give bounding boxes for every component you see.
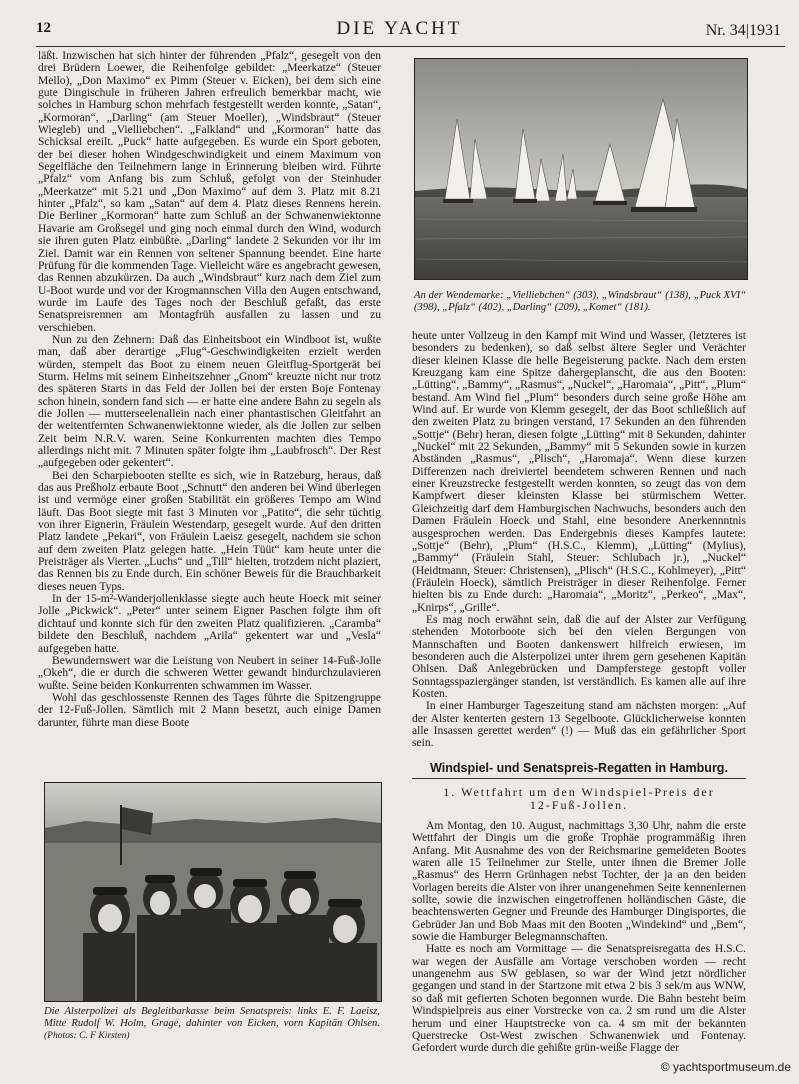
caption-text: Die Alsterpolizei als Begleitbarkasse beim Senatspreis: links E. F. Laeisz, Mitte Rudolf W. Holm, Grage, dahinter von Eicken, vorn Kapitän Ohlsen. [44, 1006, 380, 1029]
watermark: © yachtsportmuseum.de [660, 1060, 791, 1074]
page-number: 12 [36, 20, 51, 36]
subheading-line: 12-Fuß-Jollen. [529, 798, 629, 812]
sailboats-photo [414, 58, 748, 280]
paragraph: läßt. Inzwischen hat sich hinter der führenden „Pfalz“, gesegelt von den drei Brüdern Loewer, die Reihenfolge gebildet: „Meerkatze“ (Steuer Mello), „Don Maximo“ ex Pimm (Steuer v. Eicken), bei dem sich eine gute Dingischule in früheren Jahren erfreulich bemerkbar macht, wie solches in Hamburg schon mehrfach festgestellt werden konnte, „Satan“, „Kormoran“, „Darling“ (am Steuer Moeller), „Windsbraut“ (Steuer Wiegleb) und „Vielliebchen“. „Falkland“ und „Kormoran“ hatte das Schicksal ereilt. „Puck“ hatte aufgegeben. Es wurde ein Sport geboten, der bei dieser hohen Windgeschwindigkeit und einem Maximum von Segelfläche den Teilnehmern lange in Erinnerung bleiben wird. Führte „Pfalz“ vom Anfang bis zum Schluß, gefolgt von der Steinhuder „Meerkatze“ mit 5.21 und „Don Maximo“ auf dem 3. Platz mit 8.21 hinter „Pfalz“, so kam „Satan“ auf dem 4. Platz dieses Rennens herein. Die Berliner „Kormoran“ hatte zum Schluß an der Schwanenwiektonne Havarie am Großsegel und ging noch einmal durch den Wind, wodurch sie ihren guten Platz einbüßte. „Darling“ landete 2 Sekunden vor ihr im Ziel. Damit war ein Rennen von seltener Spannung beendet. Eine harte Prüfung für die kommenden Tage. Vielleicht wäre es angebracht gewesen, das Rennen abzukürzen. Da auch „Windsbraut“ kurz nach dem Ziel zum U-Boot wurde und vor der Krogmannschen Villa den Augen entschwand, wurde im Laufe des Tages noch der Beschluß gefaßt, das erste Senatspreisrennen am Montagfrüh ausfallen zu lassen und zu verschieben. [38, 50, 381, 334]
police-boat-photo [44, 782, 382, 1002]
police-boat-image [45, 783, 381, 1001]
paragraph: Hatte es noch am Vormittage — die Senatspreisregatta des H.S.C. war wegen der Ausfälle am Vortage verschoben worden — recht unangenehm aus SW geblasen, so war der Wind jetzt nördlicher gegangen und stand in der Startzone mit etwa 2 bis 3 sek/m aus WNW, so daß mit gefierten Schoten begonnen wurde. Die Bahn besteht beim Windspielpreis aus einer Vorstrecke von ca. 2 sm rund um die Alster herum und einer Hauptstrecke von ca. 4 sm mit der bekannten Querstrecke Ost-West zwischen Schwanenwiek und Fontenay. Gefordert wurde durch die gehißte grün-weiße Flagge der [412, 943, 746, 1055]
paragraph: Nun zu den Zehnern: Daß das Einheitsboot ein Windboot ist, wußte man, daß aber derartige „Flug“-Geschwindigkeiten erzielt werden würden, stempelt das Boot zu einem neuen Gleitflug-Sportgerät bei Sturm. Helms mit seinem Einheitszehner „Gnom“ kreuzte nicht nur trotz des späteren Starts in das Feld der Jollen bei der ersten Boje Fontenay schon hinein, sondern fand sich — er hatte eine andere Bahn zu segeln als die Jollen — mutterseelenallein nach einer phantastischen Gleitfahrt an der weitentfernten Schwanenwiektonne wieder, als die Jollen zur selben Zeit beim N.R.V. waren. Seine Konkurrenten machten dies Tempo allerdings nicht mit. 7 Minuten später folgte ihm „Laubfrosch“. Der Rest „aufgegeben oder gekentert“. [38, 333, 381, 470]
paragraph: In einer Hamburger Tageszeitung stand am nächsten morgen: „Auf der Alster kenterten gestern 13 Segelboote. Glücklicherweise konnten alle Insassen gerettet werden“ (!) — Muß das ein gefährlicher Sport sein. [412, 700, 746, 750]
paragraph: Es mag noch erwähnt sein, daß die auf der Alster zur Verfügung stehenden Motorboote sich bei den vielen Bergungen von Mannschaften und Booten dankenswert hilfreich erwiesen, im besonderen auch die Alsterpolizei unter ihrem gern gesehenen Kapitän Ohlsen. Daß Anlegebrücken und Dampferstege gestopft voller Sonntagsspaziergänger standen, ist verständlich. Es kamen alle auf ihre Kosten. [412, 613, 746, 700]
paragraph: Wohl das geschlossenste Rennen des Tages führte die Spitzengruppe der 12-Fuß-Jollen. Sämtlich mit 2 Mann besetzt, auch einige Damen darunter, führte man diese Boote [38, 691, 381, 729]
paragraph: In der 15-m²-Wanderjollenklasse siegte auch heute Hoeck mit seiner Jolle „Pickwick“. „Peter“ unter seinem Eigner Paschen folgte ihm oft dichtauf und konnte sich für den zweiten Platz qualifizieren. „Caramba“ bildete den Beschluß, nachdem „Arila“ gekentert war und „Vesla“ aufgegeben hatte. [38, 593, 381, 655]
paragraph: heute unter Vollzeug in den Kampf mit Wind und Wasser, (letzteres ist besonders zu bedenken), so daß selbst ältere Segler und Verächter dieser kleinen Klasse die helle Begeisterung packte. Nach dem ersten Kreuzgang kam eine Spitze dahergeplanscht, die aus den Booten: „Lütting“, „Bammy“, „Rasmus“, „Nuckel“, „Haromaia“, „Pitt“, „Plum“ bestand. Am Wind fiel „Plum“ besonders durch seine große Höhe am Wind auf. Er wurde von Klemm gesegelt, der das Boot schließlich auf den zweiten Platz zu bringen verstand, 17 Sekunden an den führenden „Sottje“ (Behr) heran, diesen folgte „Lütting“ mit 8 Sekunden, dahinter „Nuckel“ mit 22 Sekunden, „Bammy“ mit 5 Sekunden sowie in kurzen Abständen „Rasmus“, „Plisch“, „Haromaja“. Wenn diese kurzen Differenzen nach dreiviertel beendetem schweren Rennen und nach einer Kreuzstrecke festgestellt werden konnten, so zeugt das von dem Kampfwert dieser kleinsten Klasse bei stürmischem Wetter. Gleichzeitig darf dem Hamburgischen Nachwuchs, besonders auch den Damen Fräulein Hoeck und Stahl, eine besondere Anerkennntnis ausgesprochen werden. Das Endergebnis dieses Kampfes lautete: „Sottje“ (Behr), „Plum“ (H.S.C., Klemm), „Lütting“ (Mylius), „Bammy“ (Fräulein Stahl, Steuer: Schlubach jr.), „Nuckel“ (Heidtmann, Steuer: Christensen), „Plisch“ (H.S.C., Kohlmeyer), „Pitt“ (Fräulein Hoeck), sämtlich Preisträger in dieser Reihenfolge. Ferner hielten bis zu Ende durch: „Haromaia“, „Moritz“, „Perkeo“, „Max“, „Knirps“, „Grille“. [412, 330, 746, 614]
issue-number: Nr. 34|1931 [705, 22, 781, 39]
paragraph: Bei den Scharpiebooten stellte es sich, wie in Ratzeburg, heraus, daß das aus Preßholz erbaute Boot „Schnutt“ den anderen bei Wind überlegen ist und vermöge einer großen Stabilität ein größeres Tempo am Wind läuft. Das Boot siegte mit fast 3 Minuten vor „Patito“, die sehr tüchtig von ihrer Eignerin, Fräulein Westendarp, gesegelt wurde. Auf den dritten Platz landete „Pekari“, von Fräulein Laeisz gesegelt, nachdem sie schon auf dem zweiten Platz gelegen hatte. „Hein Tüüt“ kam heute unter die Preisträger als Vierter. „Luchs“ und „Till“ hielten, trotzdem nicht plaziert, das Rennen bis zu Ende durch. Ein schöner Beweis für die Brauchbarkeit dieses neuen Typs. [38, 469, 381, 593]
section-heading: Windspiel- und Senatspreis-Regatten in Hamburg. [430, 761, 728, 775]
police-boat-caption [44, 1006, 380, 1042]
page-header [0, 8, 799, 48]
sailboats-caption: An der Wendemarke: „Vielliebchen“ (303), „Windsbraut“ (138), „Puck XVI“ (398), „Pfalz“ (402), „Darling“ (209), „Komet“ (181). [414, 290, 746, 313]
sailboats-image [415, 59, 747, 279]
paragraph: Am Montag, den 10. August, nachmittags 3,30 Uhr, nahm die erste Wettfahrt der Dingis um die große Trophäe programmäßig ihren Anfang. Mit Ausnahme des von der Reichsmarine gemeldeten Bootes waren alle 15 Teilnehmer zur Stelle, unter ihnen die Bremer Jolle „Rasmus“ des Herrn Grünhagen nebst Tochter, der ja an den beiden Vorlagen bereits die Alster von ihrer unangenehmen Seite kennenlernen sollte, sowie die inzwischen eingetroffenen holländischen Gäste, die beachtenswerten Gegner und Freunde des Hamburger Dingisportes, die Gebrüder Jan und Bob Maas mit den Booten „Windekind“ und „Bem“, sowie die Hamburger Belegmannschaften. [412, 820, 746, 944]
section-subheading [412, 786, 746, 812]
paragraph: Bewundernswert war die Leistung von Neubert in seiner 14-Fuß-Jolle „Okeh“, die er durch die schweren Wetter gewandt hindurchzulavieren wußte. Seine beiden Konkurrenten schwammen im Wasser. [38, 654, 381, 692]
magazine-title: DIE YACHT [336, 18, 463, 39]
right-column-text [412, 330, 746, 750]
section-rule [412, 778, 746, 779]
subheading-line: 1. Wettfahrt um den Windspiel-Preis der [443, 785, 715, 799]
section-text [412, 820, 746, 1055]
header-rule [36, 46, 785, 47]
left-column-text [38, 50, 381, 729]
photo-credit: (Photos: C. F Kirsten) [44, 1031, 130, 1041]
